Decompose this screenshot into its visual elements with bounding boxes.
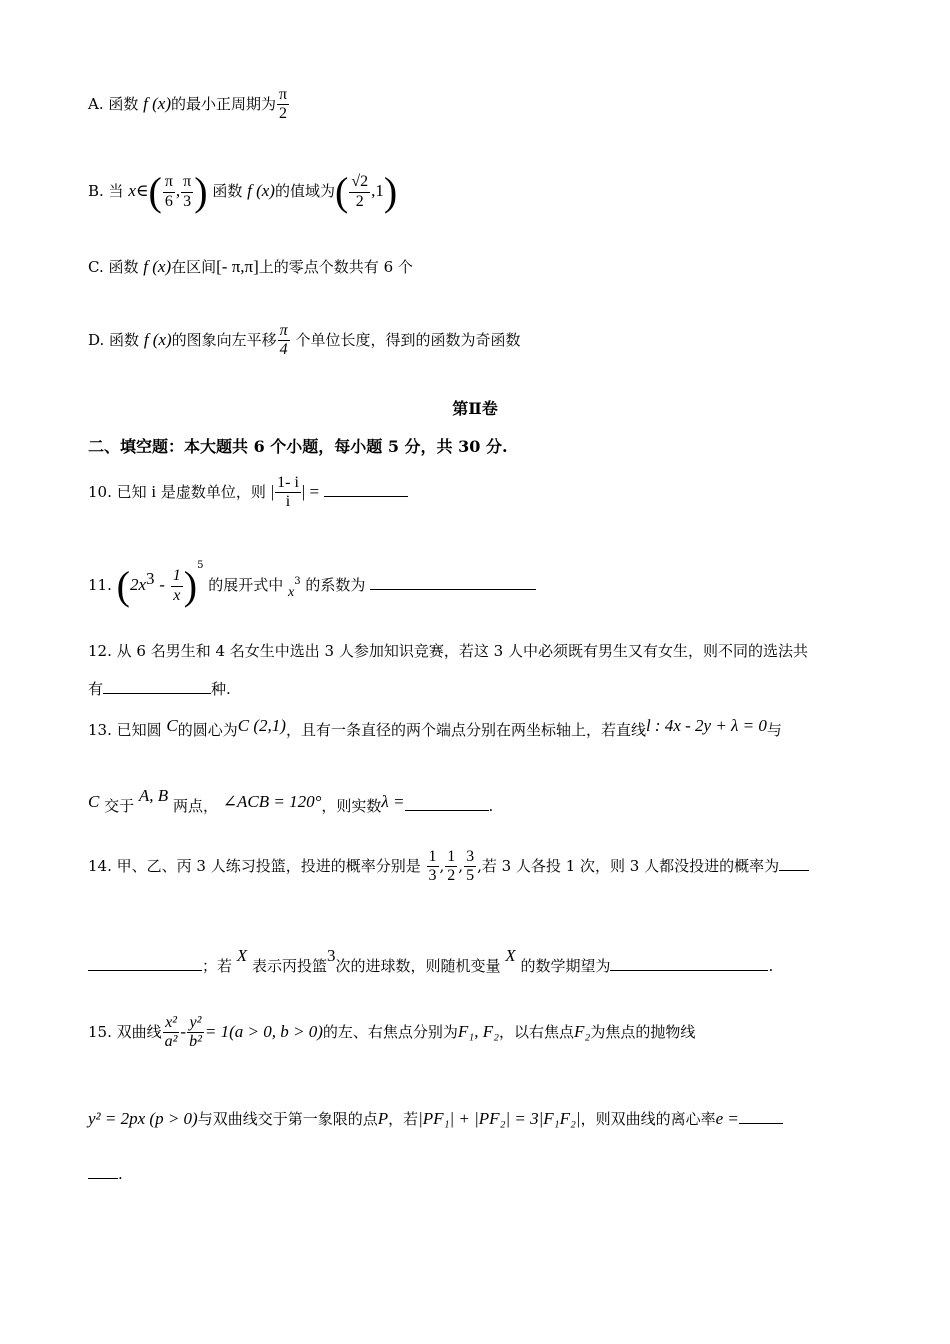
q15-answer-blank-b[interactable] [88,1164,118,1179]
q11-answer-blank[interactable] [370,575,536,590]
q14-p1: $\frac{1}{3}$ [428,848,437,885]
question-15-line1 [88,1014,695,1052]
q13-text2: ，且有一条直径的两个端点分别在两坐标轴上，若直线 [285,721,646,739]
option-c-interval: [- π,π] [216,257,259,276]
question-14-line2 [88,946,773,976]
option-b-in: ∈ [135,181,149,200]
q11-num: 11. [88,576,112,594]
q13-num: 13. 已知圆 [88,721,162,739]
question-13-line2 [88,786,493,816]
q15-text2: ，以右焦点 [499,1022,575,1041]
q15-text4: 与双曲线交于第一象限的点 [197,1110,378,1128]
option-c [88,256,413,277]
option-b-range-frac: $\frac{√2}{2}$ [351,173,369,210]
q10-text: 是虚数单位，则 [160,482,266,501]
question-15-line3 [88,1164,123,1183]
option-b-text: 的值域为 [274,182,335,200]
option-b-range-end: ,1 [371,181,384,200]
q14-p2: $\frac{1}{2}$ [447,848,456,885]
question-12-line2 [88,678,231,699]
q15-frac2: $\frac{\text{y²}}{\text{b²}}$ [189,1014,202,1051]
q11-exp5: 5 [197,560,204,571]
q15-eq: = 1(a > 0, b > 0) [204,1021,323,1041]
option-b-fx: f (x) [247,181,275,200]
option-b-frac2: $\frac{\pi}{3}$ [183,173,192,210]
option-a [88,86,290,124]
q14-p3: $\frac{3}{5}$ [466,848,475,885]
question-12-line1: 12. 从 6 名男生和 4 名女生中选出 3 人参加知识竞赛，若这 3 人中必须既有男生又有女生，则不同的选法共 [88,642,808,660]
q13-line: l : 4x - 2y + λ = 0 [645,716,767,735]
q10-abs-open: | [270,481,275,501]
option-b-label: B. 当 [88,182,124,200]
option-c-text2: 上的零点个数共有 6 个 [258,258,413,276]
question-11: 11. ($2x^3$ - $\frac{1}{x}$ )$^5$ 的展开式中 $x^3$ 的系数为 [88,560,536,606]
section-title: 第Ⅱ卷 [452,399,498,418]
q15-text5: ，若 [388,1110,419,1128]
q11-frac: $\frac{1}{x}$ [172,567,181,604]
q14-three: 3 [326,946,336,965]
q14-num: 14. 甲、乙、丙 3 人练习投篮，投进的概率分别是 [88,856,421,875]
q13-text4: 交于 [104,797,135,815]
q14-text3: 表示丙投篮 [251,957,327,975]
option-b-mid: 函数 [212,182,243,200]
q15-end: . [118,1165,123,1183]
option-b-frac1: $\frac{\pi}{6}$ [164,173,173,210]
question-15-line2 [88,1108,783,1129]
option-b-var: x [128,181,136,200]
q10-answer-blank[interactable] [324,482,408,497]
option-a-text: 的最小正周期为 [171,94,277,113]
q13-text3: 与 [766,721,782,739]
option-a-frac: $\frac{\pi}{2}$ [279,86,288,123]
option-c-fx: f (x) [143,257,172,276]
q11-exp3: 3 [146,569,155,588]
q14-text4: 次的进球数，则随机变量 [335,957,501,975]
q14-answer-blank-1a[interactable] [779,856,809,871]
q15-answer-blank-a[interactable] [739,1109,783,1124]
question-13-line1 [88,716,782,740]
q12-answer-blank[interactable] [103,679,211,694]
q15-f12: F₁, F₂ [457,1021,499,1041]
option-d-label: D. 函数 [88,330,140,349]
q14-text5: 的数学期望为 [520,957,611,975]
q13-angle: ∠ACB = 120° [222,792,322,811]
q14-x: X [236,946,248,965]
q13-text1: 的圆心为 [177,721,238,739]
q13-center: C (2,1) [237,716,286,735]
q15-e: e = [715,1109,739,1128]
q13-text5: 两点， [172,797,218,815]
option-d-fx: f (x) [143,329,172,349]
q15-frac1: $\frac{\text{x²}}{\text{a²}}$ [164,1014,178,1051]
option-b: B. 当 x∈( $\frac{\pi}{6}$ , $\frac{\pi}{3}$ ) 函数 f (x)的值域为( $\frac{√2}{2}$ ,1) [88,169,398,214]
q13-lambda: λ = [381,792,405,811]
q10-i: i [151,481,157,501]
q14-x2: X [505,946,516,965]
q15-num: 15. 双曲线 [88,1022,162,1041]
q15-text1: 的左、右焦点分别为 [322,1022,458,1041]
option-d-text1: 的图象向左平移 [171,330,277,349]
option-a-label: A. 函数 [88,94,139,113]
q10-eq: | = [301,481,320,501]
q10-frac: $\frac{1- i}{i}$ [277,474,299,511]
q15-f2: F₂ [574,1021,591,1041]
q14-text2: ；若 [202,957,233,975]
option-c-text1: 在区间 [171,258,217,276]
q12-line2a: 有 [88,680,104,698]
option-d-text2: 个单位长度，得到的函数为奇函数 [295,330,521,349]
q12-line2b: 种. [211,680,231,698]
option-d-frac: $\frac{\pi}{4}$ [279,322,288,359]
option-b-comma: , [175,181,181,200]
question-10 [88,474,408,512]
q15-text3: 为焦点的抛物线 [590,1022,696,1041]
q11-text1: 的展开式中 [208,576,284,594]
q10-num: 10. 已知 [88,482,147,501]
q15-parabola: y² = 2px (p > 0) [88,1109,198,1128]
question-14-line1: 14. 甲、乙、丙 3 人练习投篮，投进的概率分别是 $\frac{1}{3}$ , $\frac{1}{2}$ , $\frac{3}{5}$ ,若 3 人各投 1 次，则 3 人都没投进的概率为 [88,848,809,886]
q11-x3-exp: 3 [294,576,301,587]
q11-x3: x [288,585,295,600]
q13-text6: ，则实数 [321,797,382,815]
q11-minus: - [159,575,165,594]
q15-condition: |PF₁| + |PF₂| = 3|F₁F₂| [418,1109,581,1128]
section-heading: 二、填空题：本大题共 6 个小题，每小题 5 分，共 30 分. [88,437,508,456]
q15-p: P [377,1109,389,1128]
q11-text2: 的系数为 [305,576,366,594]
option-c-label: C. 函数 [88,258,139,276]
q15-text6: ，则双曲线的离心率 [580,1110,716,1128]
q11-expr: 2x [129,575,147,594]
q14-text1: 若 3 人各投 1 次，则 3 人都没投进的概率为 [481,856,780,875]
q13-ab: A, B [138,786,169,805]
q13-c: C [166,716,178,735]
q13-end: . [488,797,494,815]
option-d [88,322,520,360]
q14-answer-blank-2[interactable] [610,956,768,971]
q13-answer-blank[interactable] [405,796,489,811]
option-a-fx: f (x) [143,93,171,113]
q14-end: . [768,957,774,975]
q14-answer-blank-1b[interactable] [88,956,202,971]
q15-minus: - [180,1021,187,1041]
q13-c2: C [88,792,100,811]
